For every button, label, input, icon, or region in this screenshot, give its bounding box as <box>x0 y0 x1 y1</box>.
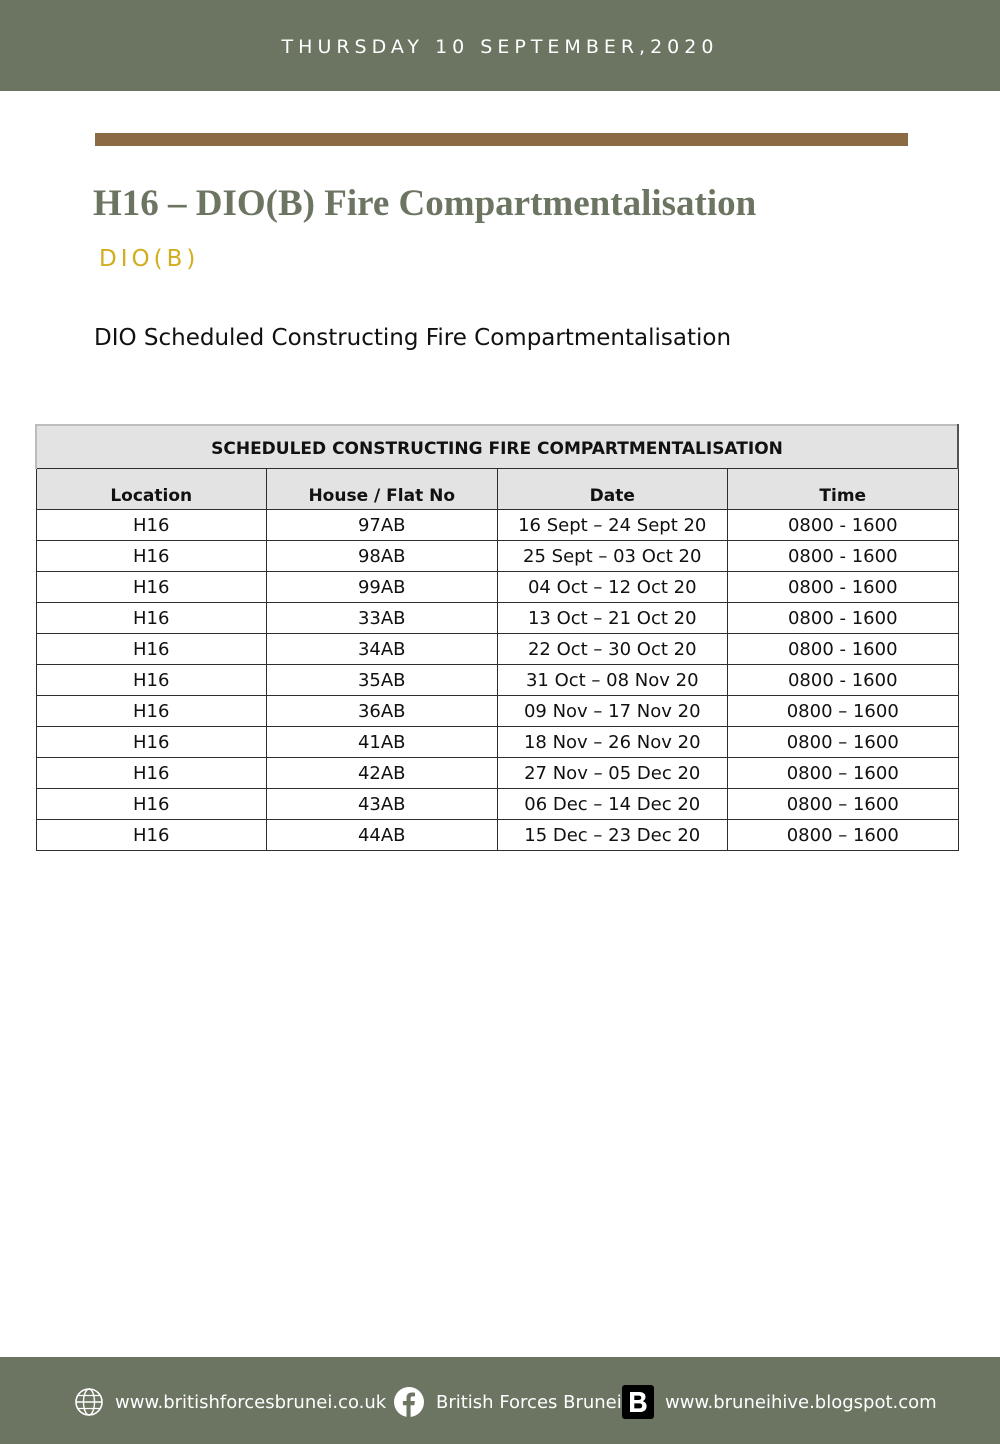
article-category: DIO(B) <box>99 246 200 272</box>
cell-date: 25 Sept – 03 Oct 20 <box>497 541 728 572</box>
footer-blog-link[interactable] <box>622 1385 937 1419</box>
cell-house-flat-no: 41AB <box>267 727 498 758</box>
table-title: SCHEDULED CONSTRUCTING FIRE COMPARTMENTALISATION <box>36 425 958 469</box>
cell-time: 0800 - 1600 <box>728 541 959 572</box>
article-title: H16 – DIO(B) Fire Compartmentalisation <box>93 183 757 224</box>
table-row <box>36 758 958 789</box>
footer-facebook-link[interactable] <box>393 1385 622 1419</box>
cell-house-flat-no: 98AB <box>267 541 498 572</box>
cell-time: 0800 - 1600 <box>728 603 959 634</box>
cell-location: H16 <box>36 665 267 696</box>
cell-location: H16 <box>36 727 267 758</box>
cell-time: 0800 – 1600 <box>728 727 959 758</box>
facebook-icon <box>393 1386 425 1418</box>
cell-date: 06 Dec – 14 Dec 20 <box>497 789 728 820</box>
cell-location: H16 <box>36 510 267 541</box>
cell-time: 0800 – 1600 <box>728 820 959 851</box>
cell-location: H16 <box>36 572 267 603</box>
title-rule-bar <box>95 133 908 146</box>
column-header-date: Date <box>497 469 728 510</box>
table-row <box>36 603 958 634</box>
cell-date: 04 Oct – 12 Oct 20 <box>497 572 728 603</box>
cell-location: H16 <box>36 541 267 572</box>
cell-house-flat-no: 36AB <box>267 696 498 727</box>
cell-time: 0800 - 1600 <box>728 634 959 665</box>
footer-facebook-text: British Forces Brunei <box>436 1391 622 1413</box>
table-header-row <box>36 469 958 510</box>
schedule-table <box>35 424 959 851</box>
table-row <box>36 665 958 696</box>
table-row <box>36 727 958 758</box>
column-header-house-flat-no: House / Flat No <box>267 469 498 510</box>
cell-house-flat-no: 99AB <box>267 572 498 603</box>
cell-date: 09 Nov – 17 Nov 20 <box>497 696 728 727</box>
cell-date: 13 Oct – 21 Oct 20 <box>497 603 728 634</box>
table-body <box>36 510 958 851</box>
cell-house-flat-no: 97AB <box>267 510 498 541</box>
globe-icon <box>74 1387 104 1417</box>
table-row <box>36 572 958 603</box>
cell-time: 0800 – 1600 <box>728 696 959 727</box>
table-title-row <box>36 425 958 469</box>
footer-website-link[interactable] <box>74 1385 386 1419</box>
cell-house-flat-no: 34AB <box>267 634 498 665</box>
cell-date: 15 Dec – 23 Dec 20 <box>497 820 728 851</box>
table-row <box>36 634 958 665</box>
table-row <box>36 820 958 851</box>
cell-location: H16 <box>36 603 267 634</box>
table-row <box>36 510 958 541</box>
cell-house-flat-no: 35AB <box>267 665 498 696</box>
cell-date: 18 Nov – 26 Nov 20 <box>497 727 728 758</box>
cell-date: 22 Oct – 30 Oct 20 <box>497 634 728 665</box>
footer-blog-text: www.bruneihive.blogspot.com <box>665 1391 937 1413</box>
cell-location: H16 <box>36 758 267 789</box>
cell-house-flat-no: 33AB <box>267 603 498 634</box>
column-header-time: Time <box>728 469 959 510</box>
cell-location: H16 <box>36 634 267 665</box>
blogger-icon <box>622 1385 654 1419</box>
cell-date: 16 Sept – 24 Sept 20 <box>497 510 728 541</box>
cell-time: 0800 - 1600 <box>728 665 959 696</box>
cell-location: H16 <box>36 696 267 727</box>
column-header-location: Location <box>36 469 267 510</box>
cell-house-flat-no: 42AB <box>267 758 498 789</box>
cell-time: 0800 - 1600 <box>728 572 959 603</box>
table-row <box>36 789 958 820</box>
cell-location: H16 <box>36 820 267 851</box>
cell-time: 0800 – 1600 <box>728 758 959 789</box>
cell-date: 31 Oct – 08 Nov 20 <box>497 665 728 696</box>
cell-time: 0800 - 1600 <box>728 510 959 541</box>
cell-date: 27 Nov – 05 Dec 20 <box>497 758 728 789</box>
table-row <box>36 541 958 572</box>
table-row <box>36 696 958 727</box>
cell-location: H16 <box>36 789 267 820</box>
footer-website-text: www.britishforcesbrunei.co.uk <box>115 1391 387 1413</box>
cell-house-flat-no: 44AB <box>267 820 498 851</box>
cell-house-flat-no: 43AB <box>267 789 498 820</box>
header-date: THURSDAY 10 SEPTEMBER,2020 <box>281 36 719 58</box>
cell-time: 0800 – 1600 <box>728 789 959 820</box>
article-lead: DIO Scheduled Constructing Fire Compartmentalisation <box>94 325 732 351</box>
